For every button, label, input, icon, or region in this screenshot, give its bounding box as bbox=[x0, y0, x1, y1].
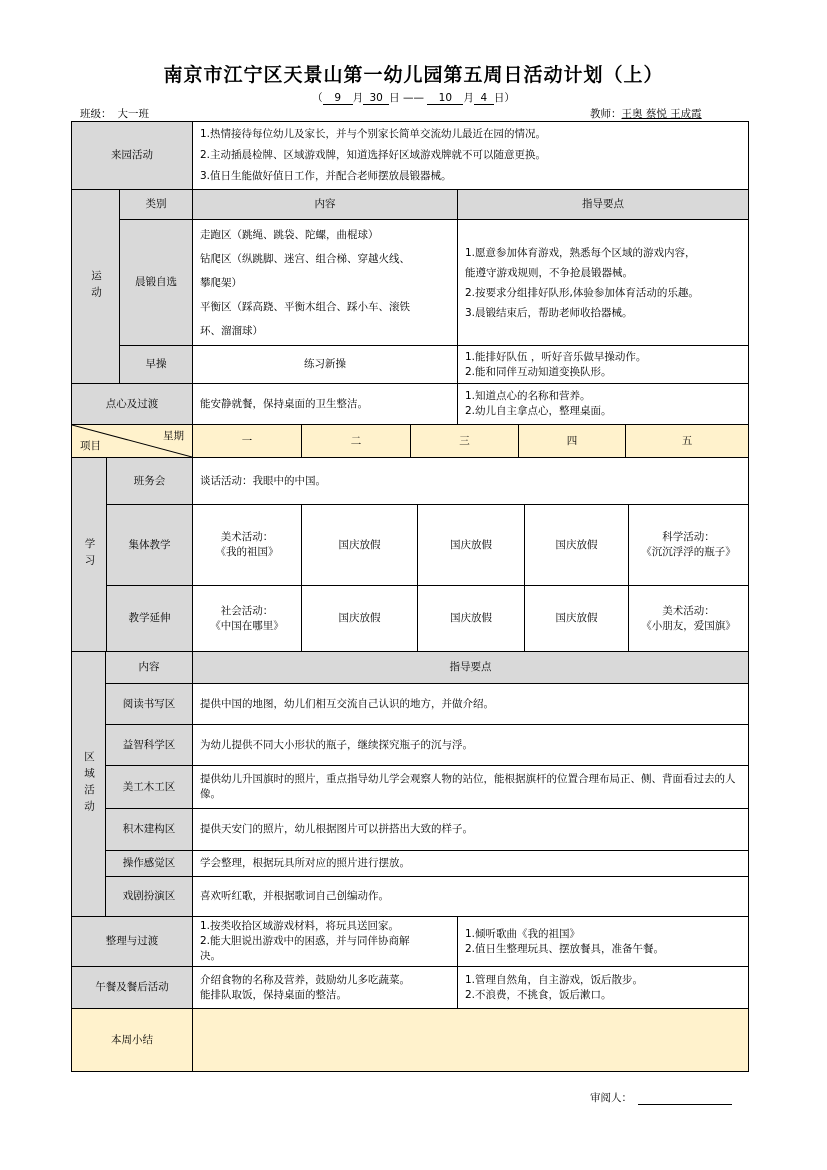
cell-line: 科学活动： bbox=[662, 531, 715, 543]
extension-label: 教学延伸 bbox=[106, 585, 193, 652]
area-guide: 提供幼儿升国旗时的照片，重点指导幼儿学会观察人物的站位，能根据旗杆的位置合理布局正、侧、背面看过去的人像。 bbox=[192, 765, 749, 809]
cell-line: 《中国在哪里》 bbox=[210, 619, 284, 632]
group-teaching-fri bbox=[628, 504, 749, 586]
week-diagonal-header bbox=[71, 424, 193, 458]
guide-line: 2.按要求分组排好队形,体验参加体育活动的乐趣。 bbox=[465, 286, 699, 299]
class-value: 大一班 bbox=[112, 106, 200, 122]
guide-line: 2.幼儿自主拿点心，整理桌面。 bbox=[465, 405, 612, 417]
cell-line: 《小朋友，爱国旗》 bbox=[641, 619, 736, 632]
snack-label: 点心及过渡 bbox=[71, 383, 193, 425]
morning-exercise-label: 晨锻自选 bbox=[119, 219, 193, 346]
class-meeting-content: 谈话活动：我眼中的中国。 bbox=[192, 457, 749, 505]
day-header-thu: 四 bbox=[518, 424, 626, 458]
arrival-item: 3.值日生能做好值日工作，并配合老师摆放晨锻器械。 bbox=[200, 170, 452, 182]
area-guide: 喜欢听红歌，并根据歌词自己创编动作。 bbox=[192, 876, 749, 917]
date-dash: —— bbox=[403, 92, 424, 104]
content-line: 钻爬区（纵跳脚、迷宫、组合梯、穿越火线、 bbox=[200, 252, 410, 265]
page-title: 南京市江宁区天景山第一幼儿园第五周日活动计划（上） bbox=[163, 64, 664, 86]
lunch-content bbox=[192, 966, 458, 1009]
sports-col-content: 内容 bbox=[192, 189, 458, 220]
morning-drill-guide bbox=[457, 345, 749, 384]
content-line: 2.能大胆说出游戏中的困惑，并与同伴协商解 bbox=[200, 935, 410, 947]
day-header-wed: 三 bbox=[410, 424, 519, 458]
arrival-content bbox=[192, 121, 749, 190]
guide-line: 1.愿意参加体育游戏，熟悉每个区域的游戏内容， bbox=[465, 246, 696, 259]
area-guide: 提供天安门的照片，幼儿根据图片可以拼搭出大致的样子。 bbox=[192, 808, 749, 851]
snack-content: 能安静就餐，保持桌面的卫生整洁。 bbox=[192, 383, 458, 425]
morning-drill-label: 早操 bbox=[119, 345, 193, 384]
lunch-guide bbox=[457, 966, 749, 1009]
sports-col-guide: 指导要点 bbox=[457, 189, 749, 220]
guide-line: 1.倾听歌曲《我的祖国》 bbox=[465, 927, 581, 940]
end-month: 10 bbox=[427, 92, 463, 105]
extension-tue: 国庆放假 bbox=[301, 585, 418, 652]
extension-thu: 国庆放假 bbox=[524, 585, 629, 652]
group-teaching-mon bbox=[192, 504, 302, 586]
area-name: 积木建构区 bbox=[105, 808, 193, 851]
month-label-2: 月 bbox=[463, 92, 474, 104]
day-header-mon: 一 bbox=[192, 424, 302, 458]
content-line: 平衡区（踩高跷、平衡木组合、踩小车、滚铁 bbox=[200, 300, 410, 313]
guide-line: 1.管理自然角，自主游戏，饭后散步。 bbox=[465, 973, 644, 986]
cell-line: 美术活动： bbox=[220, 531, 274, 543]
area-guide: 学会整理，根据玩具所对应的照片进行摆放。 bbox=[192, 850, 749, 877]
reviewer-signature-line[interactable] bbox=[638, 1093, 732, 1105]
class-info bbox=[80, 106, 200, 122]
area-name: 美工木工区 bbox=[105, 765, 193, 809]
tidy-guide bbox=[457, 916, 749, 967]
extension-wed: 国庆放假 bbox=[417, 585, 525, 652]
arrival-item: 2.主动插晨检牌、区域游戏牌，知道选择好区域游戏牌就不可以随意更换。 bbox=[200, 149, 547, 161]
teacher-info bbox=[590, 106, 702, 121]
guide-line: 能遵守游戏规则，不争抢晨锻器械。 bbox=[465, 266, 633, 279]
guide-line: 2.值日生整理玩具、摆放餐具，准备午餐。 bbox=[465, 942, 665, 955]
day-label: 日 bbox=[389, 92, 400, 104]
content-line: 攀爬架） bbox=[200, 276, 242, 289]
day-header-tue: 二 bbox=[301, 424, 411, 458]
end-day: 4 bbox=[474, 92, 494, 105]
teacher-label: 教师： bbox=[590, 108, 622, 120]
cell-line: 《我的祖国》 bbox=[215, 546, 279, 558]
reviewer-label: 审阅人： bbox=[590, 1092, 632, 1104]
guide-line: 1.能排好队伍 ，听好音乐做早操动作。 bbox=[465, 350, 647, 363]
morning-exercise-content bbox=[192, 219, 458, 346]
start-month: 9 bbox=[323, 92, 353, 105]
cell-line: 社会活动： bbox=[220, 604, 274, 617]
cell-line: 《沉沉浮浮的瓶子》 bbox=[641, 546, 736, 558]
start-day: 30 bbox=[363, 92, 389, 105]
areas-col-content: 内容 bbox=[105, 651, 193, 684]
area-name: 戏剧扮演区 bbox=[105, 876, 193, 917]
area-name: 益智科学区 bbox=[105, 724, 193, 766]
morning-drill-content: 练习新操 bbox=[192, 345, 458, 384]
areas-label-text: 区域活动 bbox=[83, 751, 95, 817]
weekday-label: 星期 bbox=[163, 430, 184, 442]
sports-col-category: 类别 bbox=[119, 189, 193, 220]
snack-guide bbox=[457, 383, 749, 425]
sports-label-text: 运动 bbox=[90, 270, 102, 303]
areas-col-guide: 指导要点 bbox=[192, 651, 749, 684]
learning-label bbox=[71, 457, 107, 652]
content-line: 介绍食物的名称及营养，鼓励幼儿多吃蔬菜。 bbox=[200, 973, 410, 986]
date-close: 日） bbox=[493, 92, 515, 104]
date-range bbox=[0, 90, 827, 105]
content-line: 能排队取饭，保持桌面的整洁。 bbox=[200, 988, 347, 1001]
summary-content[interactable] bbox=[192, 1008, 749, 1072]
learning-label-text: 学习 bbox=[83, 538, 96, 571]
area-guide: 为幼儿提供不同大小形状的瓶子，继续探究瓶子的沉与浮。 bbox=[192, 724, 749, 766]
extension-fri bbox=[628, 585, 749, 652]
group-teaching-label: 集体教学 bbox=[106, 504, 193, 586]
lunch-label: 午餐及餐后活动 bbox=[71, 966, 193, 1009]
group-teaching-thu: 国庆放假 bbox=[524, 504, 629, 586]
arrival-item: 1.热情接待每位幼儿及家长，并与个别家长简单交流幼儿最近在园的情况。 bbox=[200, 128, 547, 140]
guide-line: 2.能和同伴互动知道变换队形。 bbox=[465, 365, 612, 378]
area-guide: 提供中国的地图，幼儿们相互交流自己认识的地方，并做介绍。 bbox=[192, 683, 749, 725]
month-label: 月 bbox=[352, 92, 364, 104]
content-line: 环、溜溜球） bbox=[200, 324, 263, 337]
teacher-value: 王奥 蔡悦 王成霞 bbox=[621, 108, 702, 120]
content-line: 决。 bbox=[200, 950, 221, 962]
arrival-label: 来园活动 bbox=[71, 121, 193, 190]
reviewer bbox=[590, 1090, 732, 1105]
content-line: 1.按类收拾区域游戏材料，将玩具送回家。 bbox=[200, 920, 400, 932]
guide-line: 1.知道点心的名称和营养。 bbox=[465, 390, 591, 402]
class-meeting-label: 班务会 bbox=[106, 457, 193, 505]
extension-mon bbox=[192, 585, 302, 652]
item-label: 项目 bbox=[80, 440, 101, 452]
content-line: 走跑区（跳绳、跳袋、陀螺，曲棍球） bbox=[200, 228, 379, 241]
area-name: 阅读书写区 bbox=[105, 683, 193, 725]
date-open: （ bbox=[312, 92, 323, 104]
summary-label: 本周小结 bbox=[71, 1008, 193, 1072]
sports-label bbox=[71, 189, 120, 384]
group-teaching-tue: 国庆放假 bbox=[301, 504, 418, 586]
group-teaching-wed: 国庆放假 bbox=[417, 504, 525, 586]
cell-line: 美术活动： bbox=[662, 604, 715, 617]
morning-exercise-guide bbox=[457, 219, 749, 346]
guide-line: 3.晨锻结束后，帮助老师收拾器械。 bbox=[465, 306, 633, 319]
tidy-label: 整理与过渡 bbox=[71, 916, 193, 967]
class-label: 班级： bbox=[80, 108, 112, 120]
areas-label bbox=[71, 651, 106, 917]
day-header-fri: 五 bbox=[625, 424, 749, 458]
tidy-content bbox=[192, 916, 458, 967]
area-name: 操作感觉区 bbox=[105, 850, 193, 877]
guide-line: 2.不浪费，不挑食，饭后漱口。 bbox=[465, 988, 612, 1001]
